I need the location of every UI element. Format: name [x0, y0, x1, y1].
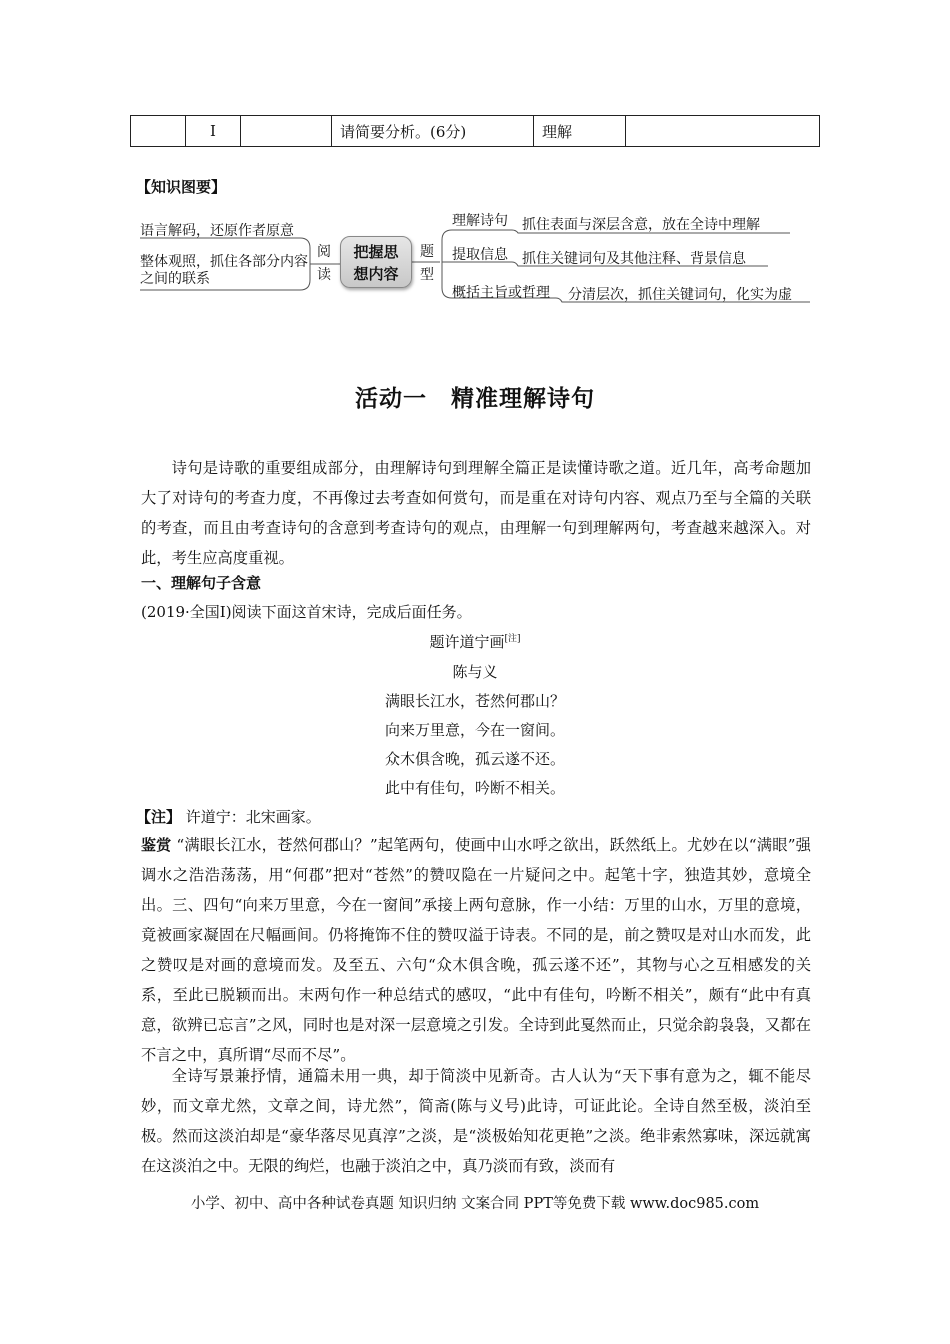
map-tag-type — [419, 241, 435, 287]
map-tag-char: 型 — [420, 267, 434, 283]
appreciation-text: “满眼长江水，苍然何郡山？”起笔两句，使画中山水呼之欲出，跃然纸上。尤妙在以“满眼”强调水之浩浩荡荡，用“何郡”把对“苍然”的赞叹隐在一片疑问之中。起笔十字，独造其妙，意境全出。三、四句“向来万里意，今在一窗间”承接上两句意脉，作一小结：万里的山水，万里的意境，竟被画家凝固在尺幅画间。仍将掩饰不住的赞叹溢于诗表。不同的是，前之赞叹是对山水而发，此之赞叹是对画的意境而发。及至五、六句“众木俱含晚，孤云遂不还”，其物与心之互相感发的关系，至此已脱颖而出。末两句作一种总结式的感叹，“此中有佳句，吟断不相关”，颇有“此中有真意，欲辨已忘言”之风，同时也是对深一层意境之引发。全诗到此戛然而止，只觉余韵袅袅，又都在不言之中，真所谓“尽而不尽”。 — [141, 836, 811, 1064]
poem-line: 众木俱含晚，孤云遂不还。 — [384, 750, 565, 768]
map-tag-char: 阅 — [317, 244, 331, 260]
map-left-item-2: 整体观照，抓住各部分内容之间的联系 — [140, 254, 308, 287]
knowledge-map-label: 【知识图要】 — [136, 178, 227, 196]
table-cell-question: 请简要分析。(6分) — [332, 116, 534, 147]
poem-line: 满眼长江水，苍然何郡山？ — [384, 692, 565, 710]
map-tag-char: 题 — [420, 244, 434, 260]
activity-heading: 活动一 精准理解诗句 — [355, 386, 595, 412]
page-footer: 小学、初中、高中各种试卷真题 知识归纳 文案合同 PPT等免费下载 www.doc985.com — [190, 1196, 760, 1212]
appreciation-paragraph-2: 全诗写景兼抒情，通篇未用一典，却于简淡中见新奇。古人认为“天下事有意为之，辄不能尽妙，而文章尤然，文章之间，诗尤然”，简斋(陈与义号)此诗，可证此论。全诗自然至极，淡泊至极。然而这淡泊却是“豪华落尽见真淳”之淡，是“淡极始知花更艳”之淡。绝非索然寡味，深远就寓在这淡泊之中。无限的绚烂，也融于淡泊之中，真乃淡而有致，淡而有 — [141, 1067, 811, 1175]
map-center-line: 把握思 — [353, 243, 399, 261]
appreciation-label: 鉴赏 — [141, 836, 172, 854]
note-text: 许道宁：北宋画家。 — [185, 808, 321, 826]
map-left-item-1: 语言解码，还原作者原意 — [140, 223, 294, 239]
map-branch-3-desc: 分清层次，抓住关键词句，化实为虚 — [568, 287, 792, 303]
poem-author: 陈与义 — [452, 663, 498, 681]
map-branch-1-desc: 抓住表面与深层含意，放在全诗中理解 — [522, 217, 760, 233]
poem-title-note: [注] — [504, 634, 521, 644]
table-cell-skill: 理解 — [534, 116, 626, 147]
poem-title — [0, 631, 950, 652]
poem-note — [136, 806, 321, 827]
poem-title-text: 题许道宁画 — [429, 633, 505, 651]
map-tag-char: 读 — [317, 267, 331, 283]
map-center-line: 想内容 — [353, 265, 399, 283]
map-branch-2-desc: 抓住关键词句及其他注释、背景信息 — [522, 251, 746, 267]
intro-paragraph: 诗句是诗歌的重要组成部分，由理解诗句到理解全篇正是读懂诗歌之道。近几年，高考命题加大了对诗句的考查力度，不再像过去考查如何赏句，而是重在对诗句内容、观点乃至与全篇的关联的考查，而且由考查诗句的含意到考查诗句的观点，由理解一句到理解两句，考查越来越深入。对此，考生应高度重视。 — [141, 459, 811, 567]
subheading: 一、理解句子含意 — [141, 574, 262, 592]
map-branch-2-name: 提取信息 — [452, 247, 508, 263]
note-label: 【注】 — [136, 808, 182, 826]
poem-line: 向来万里意，今在一窗间。 — [384, 721, 565, 739]
map-branch-3-name: 概括主旨或哲理 — [452, 285, 550, 301]
map-center-node — [340, 236, 412, 288]
table-cell-level: Ⅰ — [186, 116, 241, 147]
poem-line: 此中有佳句，吟断不相关。 — [384, 779, 565, 797]
map-branch-1-name: 理解诗句 — [452, 213, 508, 229]
task-line: (2019·全国Ⅰ)阅读下面这首宋诗，完成后面任务。 — [141, 603, 472, 621]
appreciation-paragraph-1 — [141, 830, 811, 1070]
map-tag-read — [316, 241, 332, 287]
